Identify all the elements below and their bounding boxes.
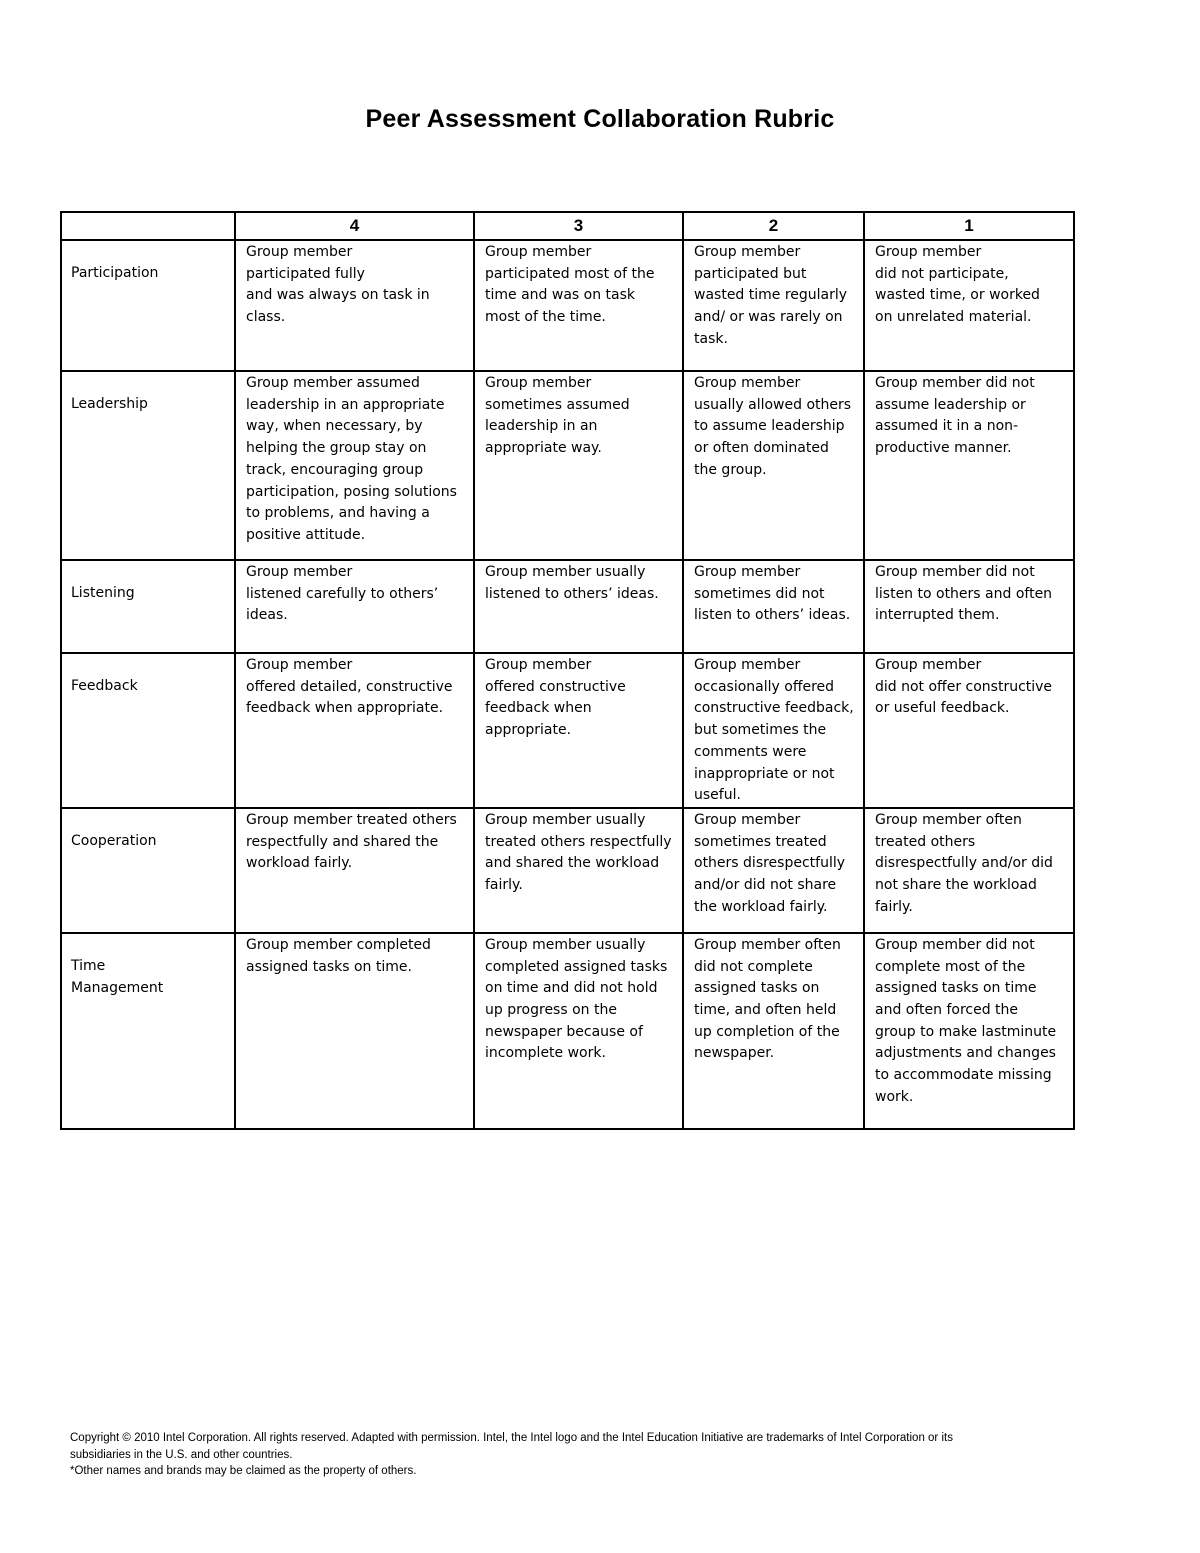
score-cell [864,933,1074,1129]
cell-line: fairly. [875,898,913,915]
score-cell [864,653,1074,808]
cell-line: Cooperation [71,832,157,849]
cell-line: most of the time. [485,309,606,326]
cell-line: leadership in an [485,418,598,435]
cell-line: completed assigned tasks [485,958,668,975]
score-cell [683,808,864,933]
cell-line: Group member [694,811,801,828]
cell-line: assigned tasks on time [875,980,1037,997]
cell-line: constructive feedback, [694,700,854,717]
cell-line: Management [71,979,164,996]
score-cell [235,560,474,653]
cell-line: assumed it in a non- [875,418,1019,435]
cell-line: Group member usually [485,564,646,580]
cell-line: listened carefully to others’ [246,585,439,602]
cell-line: on unrelated material. [875,309,1032,326]
cell-line: Group member did not [875,936,1035,953]
cell-line: Group member [694,657,801,673]
cell-line: did not offer constructive [875,678,1053,695]
cell-line: task. [694,330,728,347]
cell-line: positive attitude. [246,526,366,543]
cell-line: listened to others’ ideas. [485,585,659,602]
cell-line: Group member usually [485,936,646,953]
cell-line: the workload fairly. [694,898,828,915]
cell-line: newspaper. [694,1045,775,1062]
table-row [61,653,1074,808]
cell-line: participation, posing solutions [246,483,457,500]
score-cell [474,240,683,371]
cell-line: did not complete [694,958,813,975]
cell-line: Group member [485,657,592,673]
criterion-cell [61,933,235,1129]
cell-line: Feedback [71,678,138,694]
cell-line: time and was on task [485,287,636,304]
rubric-body [61,240,1074,1129]
cell-line: not share the workload [875,877,1037,894]
score-cell [864,240,1074,371]
cell-line: useful. [694,787,741,804]
cell-line: feedback when [485,700,592,717]
score-cell [864,808,1074,933]
cell-line: Group member usually [485,811,646,828]
cell-line: work. [875,1088,914,1105]
cell-line: workload fairly. [246,855,353,872]
score-cell [864,371,1074,560]
score-cell [474,808,683,933]
criterion-cell [61,371,235,560]
score-cell [474,560,683,653]
cell-line: Group member [694,564,801,580]
table-row [61,240,1074,371]
criterion-cell [61,240,235,371]
cell-line: Group member often [694,936,841,953]
cell-line: Group member [485,375,592,391]
table-row [61,808,1074,933]
cell-line: Group member completed [246,936,431,953]
cell-line: Group member [246,564,353,580]
footer-line: subsidiaries in the U.S. and other countries. [70,1448,293,1461]
cell-line: leadership in an appropriate [246,396,445,413]
cell-line: time, and often held [694,1002,837,1019]
cell-line: Group member often [875,811,1022,828]
score-cell [683,560,864,653]
score-cell [235,371,474,560]
cell-line: Leadership [71,396,148,412]
cell-line: wasted time regularly [694,287,848,304]
rubric-table [60,211,1075,1130]
cell-line: listen to others and often [875,585,1053,602]
cell-line: sometimes did not [694,585,825,602]
header-cell-score-3: 3 [474,212,683,240]
cell-line: assigned tasks on [694,980,820,997]
score-cell [474,371,683,560]
cell-line: newspaper because of [485,1023,643,1040]
header-row [61,212,1074,240]
cell-line: way, when necessary, by [246,418,423,435]
score-cell [235,808,474,933]
cell-line: Participation [71,265,159,281]
cell-line: the group. [694,461,767,478]
score-cell [235,933,474,1129]
cell-line: appropriate way. [485,440,602,457]
score-cell [683,371,864,560]
score-cell [683,240,864,371]
cell-line: Group member [694,244,801,260]
cell-line: appropriate. [485,722,572,739]
cell-line: disrespectfully and/or did [875,855,1053,872]
cell-line: assume leadership or [875,396,1026,413]
cell-line: participated but [694,265,807,282]
cell-line: and was always on task in [246,287,430,304]
score-cell [474,933,683,1129]
cell-line: Listening [71,585,135,601]
document-title: Peer Assessment Collaboration Rubric [365,105,835,133]
cell-line: listen to others’ ideas. [694,607,851,624]
cell-line: did not participate, [875,265,1009,282]
cell-line: assigned tasks on time. [246,958,412,975]
header-cell-score-4: 4 [235,212,474,240]
cell-line: to assume leadership [694,418,845,435]
cell-line: complete most of the [875,958,1026,975]
cell-line: incomplete work. [485,1045,606,1062]
cell-line: class. [246,309,286,326]
score-cell [474,653,683,808]
cell-line: Group member [246,657,353,673]
score-cell [235,240,474,371]
cell-line: Group member [246,244,353,260]
copyright-footer [70,1430,1140,1480]
cell-line: helping the group stay on [246,440,427,457]
cell-line: Group member [485,244,592,260]
cell-line: and/or did not share [694,877,837,894]
criterion-cell [61,653,235,808]
cell-line: fairly. [485,877,523,894]
cell-line: to accommodate missing [875,1067,1052,1084]
cell-line: comments were [694,743,807,760]
header-cell-criterion [61,212,235,240]
cell-line: up completion of the [694,1023,840,1040]
cell-line: Group member [875,657,982,673]
cell-line: Group member [694,375,801,391]
footer-line: Copyright © 2010 Intel Corporation. All rights reserved. Adapted with permission. Intel, the Intel logo and the Intel Education Initiative are trademarks of Intel Corporation or its [70,1432,953,1444]
cell-line: Group member did not [875,375,1035,391]
score-cell [864,560,1074,653]
cell-line: and/ or was rarely on [694,309,843,326]
cell-line: Group member [875,244,982,260]
cell-line: wasted time, or worked [875,287,1040,304]
cell-line: offered detailed, constructive [246,678,453,695]
cell-line: group to make lastminute [875,1023,1057,1040]
score-cell [235,653,474,808]
cell-line: sometimes assumed [485,396,630,413]
cell-line: or often dominated [694,440,829,457]
cell-line: offered constructive [485,678,626,695]
criterion-cell [61,808,235,933]
cell-line: and often forced the [875,1002,1019,1019]
score-cell [683,933,864,1129]
cell-line: adjustments and changes [875,1045,1056,1062]
criterion-cell [61,560,235,653]
cell-line: occasionally offered [694,678,835,695]
cell-line: up progress on the [485,1002,617,1019]
cell-line: Group member treated others [246,811,457,828]
header-cell-score-1: 1 [864,212,1074,240]
cell-line: participated most of the [485,265,655,282]
table-row [61,933,1074,1129]
cell-line: but sometimes the [694,722,827,739]
cell-line: sometimes treated [694,833,827,850]
cell-line: track, encouraging group [246,461,424,478]
score-cell [683,653,864,808]
cell-line: treated others respectfully [485,833,672,850]
cell-line: participated fully [246,265,365,282]
table-row [61,371,1074,560]
cell-line: respectfully and shared the [246,833,439,850]
cell-line: feedback when appropriate. [246,700,444,717]
header-cell-score-2: 2 [683,212,864,240]
cell-line: others disrespectfully [694,855,846,872]
cell-line: interrupted them. [875,607,1000,624]
cell-line: usually allowed others [694,396,852,413]
cell-line: and shared the workload [485,855,660,872]
cell-line: Group member assumed [246,375,420,391]
cell-line: on time and did not hold [485,980,658,997]
cell-line: to problems, and having a [246,505,430,522]
cell-line: Time [71,957,106,974]
cell-line: Group member did not [875,564,1035,580]
cell-line: or useful feedback. [875,700,1010,717]
cell-line: ideas. [246,607,288,624]
cell-line: treated others [875,833,976,850]
footer-line: *Other names and brands may be claimed as the property of others. [70,1465,417,1477]
table-row [61,560,1074,653]
cell-line: productive manner. [875,440,1012,457]
cell-line: inappropriate or not [694,765,835,782]
